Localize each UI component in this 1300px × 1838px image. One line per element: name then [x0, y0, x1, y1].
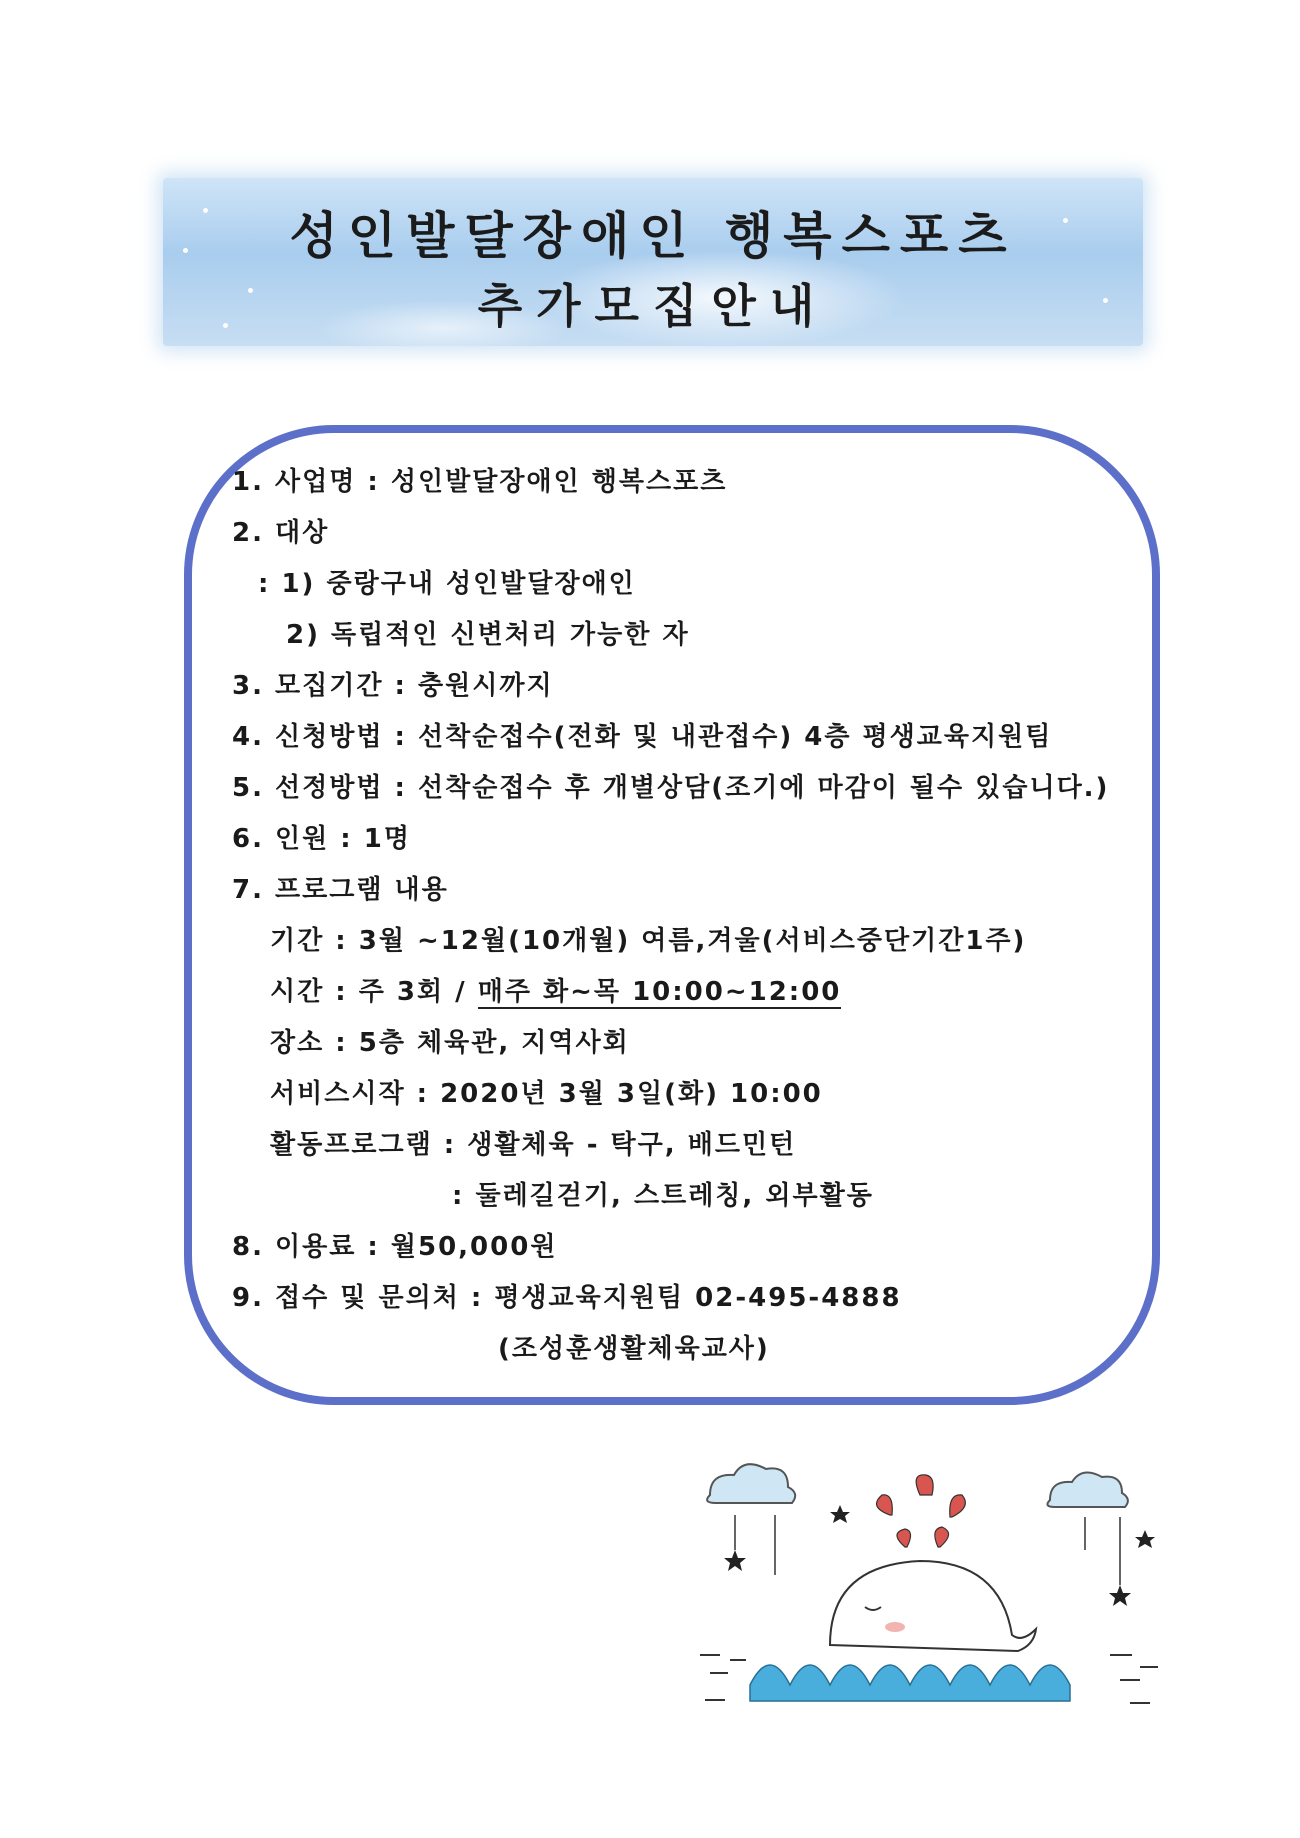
- item-service-start: 서비스시작 : 2020년 3월 3일(화) 10:00: [270, 1079, 823, 1109]
- item-apply-method: 4. 신청방법 : 선착순접수(전화 및 내관접수) 4층 평생교육지원팀: [232, 722, 1053, 752]
- whale-illustration: [690, 1455, 1170, 1715]
- waves-icon: [750, 1665, 1070, 1701]
- item-headcount: 6. 인원 : 1명: [232, 824, 411, 854]
- item-program-time: [270, 977, 841, 1007]
- cloud-left-icon: [707, 1464, 795, 1503]
- item-recruit-period: 3. 모집기간 : 충원시까지: [232, 671, 554, 701]
- banner-title-line2: 추가모집안내: [477, 279, 829, 333]
- item-program-period: 기간 : 3월 ~12월(10개월) 여름,겨울(서비스중단기간1주): [270, 926, 1027, 956]
- item-contact: 9. 접수 및 문의처 : 평생교육지원팀 02-495-4888: [232, 1283, 902, 1313]
- item-business-name: 1. 사업명 : 성인발달장애인 행복스포츠: [232, 467, 728, 497]
- program-time-schedule: 매주 화~목 10:00~12:00: [477, 977, 842, 1007]
- item-program: 7. 프로그램 내용: [232, 875, 449, 905]
- item-activities-2: : 둘레길걷기, 스트레칭, 외부활동: [452, 1181, 874, 1211]
- program-time-label: 시간 : 주 3회 /: [270, 977, 478, 1007]
- whale-icon: [830, 1561, 1036, 1651]
- heart-spout-icon: [877, 1475, 966, 1547]
- item-select-method: 5. 선정방법 : 선착순접수 후 개별상담(조기에 마감이 될수 있습니다.): [232, 773, 1110, 803]
- cloud-right-icon: [1047, 1473, 1127, 1507]
- item-target: 2. 대상: [232, 518, 330, 548]
- item-activities: 활동프로그램 : 생활체육 - 탁구, 배드민턴: [270, 1130, 797, 1160]
- item-program-place: 장소 : 5층 체육관, 지역사회: [270, 1028, 630, 1058]
- banner-title-line1: 성인발달장애인 행복스포츠: [289, 207, 1017, 265]
- item-fee: 8. 이용료 : 월50,000원: [232, 1232, 558, 1262]
- title-banner: [163, 178, 1143, 346]
- item-contact-person: (조성훈생활체육교사): [498, 1334, 770, 1364]
- item-target-2: 2) 독립적인 신변처리 가능한 자: [286, 620, 690, 650]
- item-target-1: : 1) 중랑구내 성인발달장애인: [258, 569, 636, 599]
